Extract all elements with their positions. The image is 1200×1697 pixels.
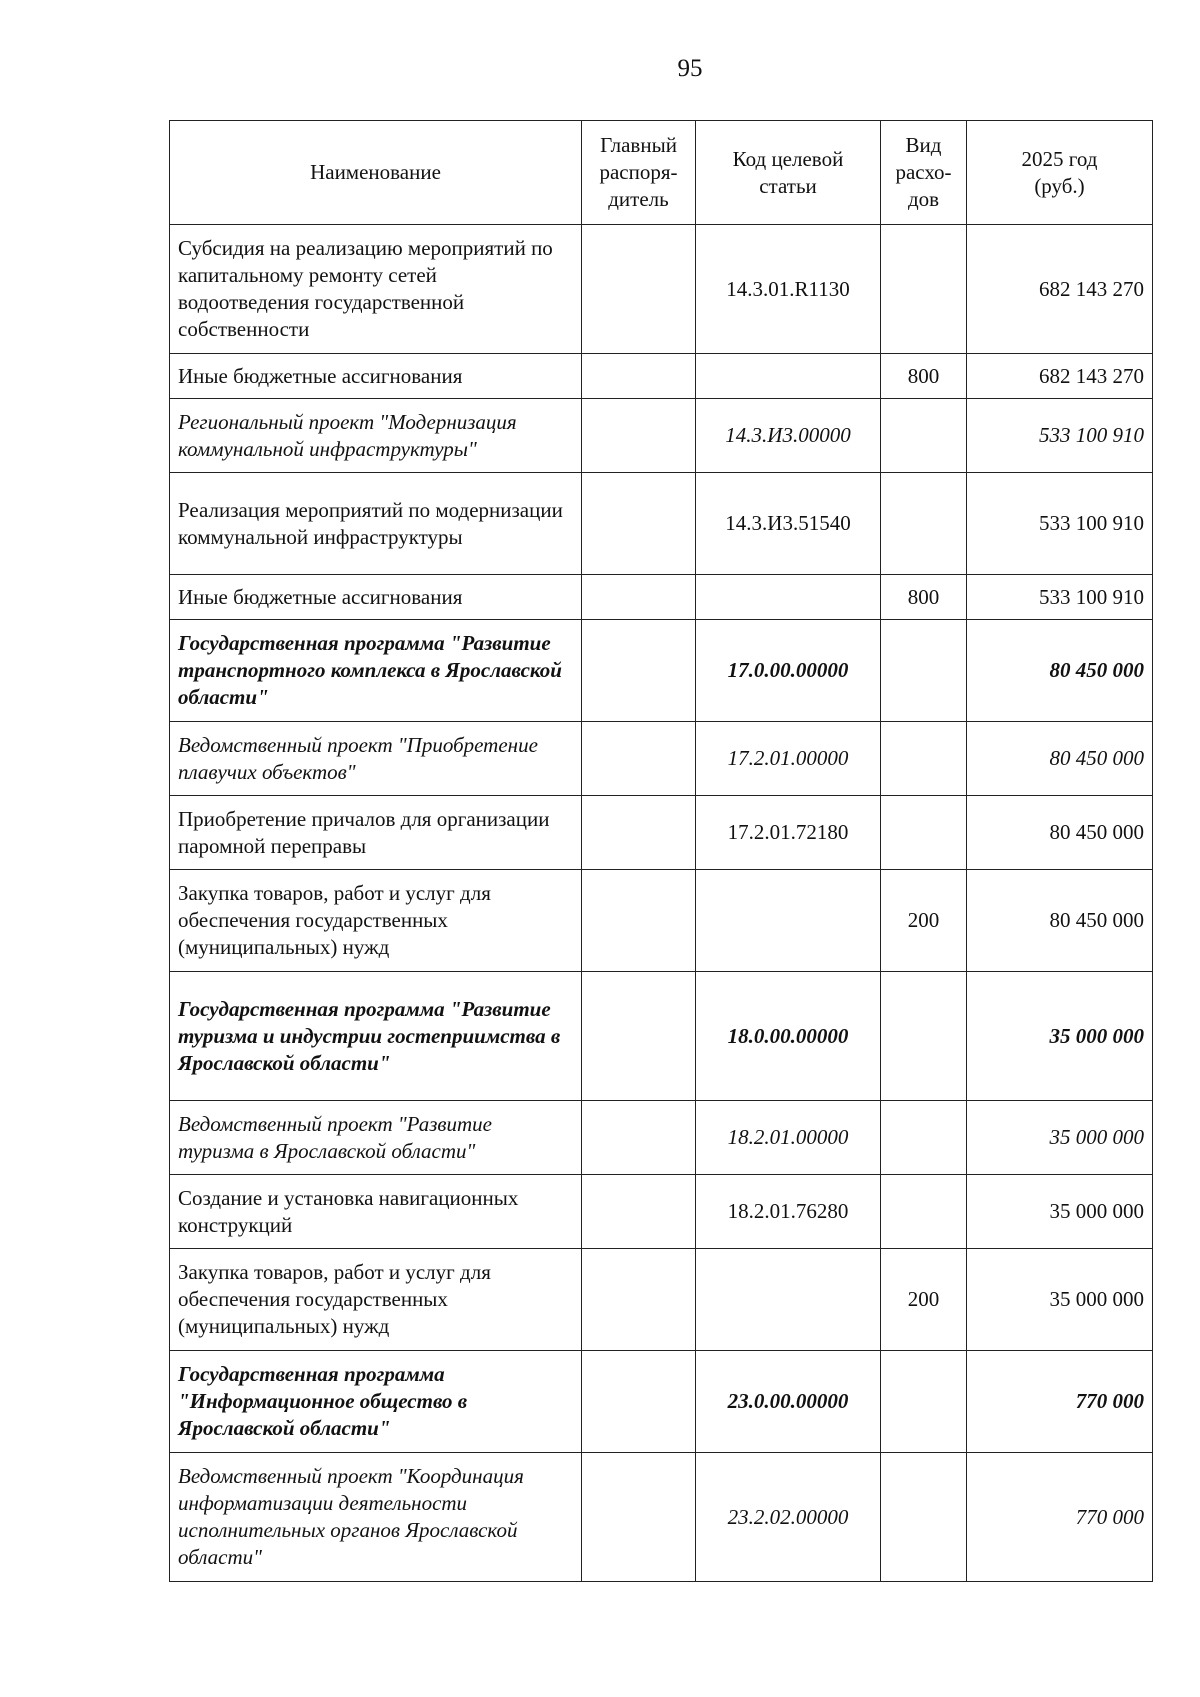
cell-amount: 35 000 000 [967, 1249, 1153, 1351]
cell-kind: 200 [881, 1249, 967, 1351]
header-code: Код целевой статьи [696, 121, 881, 225]
cell-name: Ведомственный проект "Приобретение плавучих объектов" [170, 722, 582, 796]
cell-manager [582, 722, 696, 796]
table-row [170, 1249, 1153, 1351]
cell-name: Ведомственный проект "Координация информатизации деятельности исполнительных органов Ярославской области" [170, 1453, 582, 1582]
cell-manager [582, 620, 696, 722]
table-row [170, 722, 1153, 796]
cell-amount: 80 450 000 [967, 870, 1153, 972]
cell-code [696, 575, 881, 620]
table-row [170, 473, 1153, 575]
table-row [170, 1101, 1153, 1175]
cell-manager [582, 473, 696, 575]
table-row [170, 1453, 1153, 1582]
cell-name: Приобретение причалов для организации паромной переправы [170, 796, 582, 870]
table-row [170, 796, 1153, 870]
cell-kind [881, 1453, 967, 1582]
cell-code: 14.3.01.R1130 [696, 225, 881, 354]
cell-kind [881, 796, 967, 870]
cell-code [696, 870, 881, 972]
cell-code: 18.0.00.00000 [696, 972, 881, 1101]
cell-manager [582, 354, 696, 399]
cell-kind: 800 [881, 575, 967, 620]
cell-manager [582, 870, 696, 972]
cell-name: Региональный проект "Модернизация коммунальной инфраструктуры" [170, 399, 582, 473]
header-name: Наименование [170, 121, 582, 225]
cell-amount: 35 000 000 [967, 972, 1153, 1101]
cell-manager [582, 225, 696, 354]
cell-amount: 35 000 000 [967, 1175, 1153, 1249]
cell-code: 14.3.И3.51540 [696, 473, 881, 575]
cell-amount: 682 143 270 [967, 354, 1153, 399]
header-row [170, 121, 1153, 225]
cell-kind [881, 1101, 967, 1175]
table-row [170, 1175, 1153, 1249]
cell-name: Субсидия на реализацию мероприятий по капитальному ремонту сетей водоотведения государственной собственности [170, 225, 582, 354]
cell-name: Иные бюджетные ассигнования [170, 354, 582, 399]
cell-kind [881, 722, 967, 796]
cell-code: 18.2.01.76280 [696, 1175, 881, 1249]
cell-manager [582, 1175, 696, 1249]
table-row [170, 620, 1153, 722]
cell-manager [582, 399, 696, 473]
cell-name: Закупка товаров, работ и услуг для обеспечения государственных (муниципальных) нужд [170, 1249, 582, 1351]
cell-amount: 533 100 910 [967, 473, 1153, 575]
cell-code: 18.2.01.00000 [696, 1101, 881, 1175]
cell-name: Государственная программа "Развитие транспортного комплекса в Ярославской области" [170, 620, 582, 722]
cell-manager [582, 1101, 696, 1175]
table-row [170, 870, 1153, 972]
cell-code [696, 354, 881, 399]
cell-name: Государственная программа "Развитие туризма и индустрии гостеприимства в Ярославской области" [170, 972, 582, 1101]
cell-amount: 533 100 910 [967, 399, 1153, 473]
cell-manager [582, 1351, 696, 1453]
cell-kind [881, 620, 967, 722]
cell-kind: 800 [881, 354, 967, 399]
cell-manager [582, 1453, 696, 1582]
cell-code: 17.0.00.00000 [696, 620, 881, 722]
cell-kind [881, 1351, 967, 1453]
cell-code [696, 1249, 881, 1351]
cell-name: Создание и установка навигационных конструкций [170, 1175, 582, 1249]
cell-amount: 80 450 000 [967, 620, 1153, 722]
cell-kind [881, 1175, 967, 1249]
table-body [170, 225, 1153, 1582]
cell-kind [881, 972, 967, 1101]
cell-code: 17.2.01.00000 [696, 722, 881, 796]
cell-amount: 80 450 000 [967, 722, 1153, 796]
cell-name: Государственная программа "Информационное общество в Ярославской области" [170, 1351, 582, 1453]
page-number: 95 [677, 55, 703, 82]
cell-name: Закупка товаров, работ и услуг для обеспечения государственных (муниципальных) нужд [170, 870, 582, 972]
table-row [170, 972, 1153, 1101]
cell-kind [881, 473, 967, 575]
cell-manager [582, 796, 696, 870]
cell-name: Ведомственный проект "Развитие туризма в Ярославской области" [170, 1101, 582, 1175]
cell-name: Иные бюджетные ассигнования [170, 575, 582, 620]
table-row [170, 225, 1153, 354]
table-row [170, 1351, 1153, 1453]
table-row [170, 399, 1153, 473]
cell-amount: 770 000 [967, 1453, 1153, 1582]
cell-amount: 35 000 000 [967, 1101, 1153, 1175]
cell-kind: 200 [881, 870, 967, 972]
cell-amount: 682 143 270 [967, 225, 1153, 354]
cell-code: 14.3.И3.00000 [696, 399, 881, 473]
cell-code: 17.2.01.72180 [696, 796, 881, 870]
cell-manager [582, 1249, 696, 1351]
table-row [170, 575, 1153, 620]
cell-amount: 80 450 000 [967, 796, 1153, 870]
cell-kind [881, 399, 967, 473]
budget-table [169, 120, 1153, 1582]
table-row [170, 354, 1153, 399]
cell-amount: 533 100 910 [967, 575, 1153, 620]
cell-code: 23.0.00.00000 [696, 1351, 881, 1453]
cell-manager [582, 575, 696, 620]
table-header [170, 121, 1153, 225]
header-kind: Вид расхо-дов [881, 121, 967, 225]
cell-code: 23.2.02.00000 [696, 1453, 881, 1582]
header-amount: 2025 год (руб.) [967, 121, 1153, 225]
header-manager: Главный распоря-дитель [582, 121, 696, 225]
cell-kind [881, 225, 967, 354]
cell-amount: 770 000 [967, 1351, 1153, 1453]
cell-name: Реализация мероприятий по модернизации коммунальной инфраструктуры [170, 473, 582, 575]
cell-manager [582, 972, 696, 1101]
